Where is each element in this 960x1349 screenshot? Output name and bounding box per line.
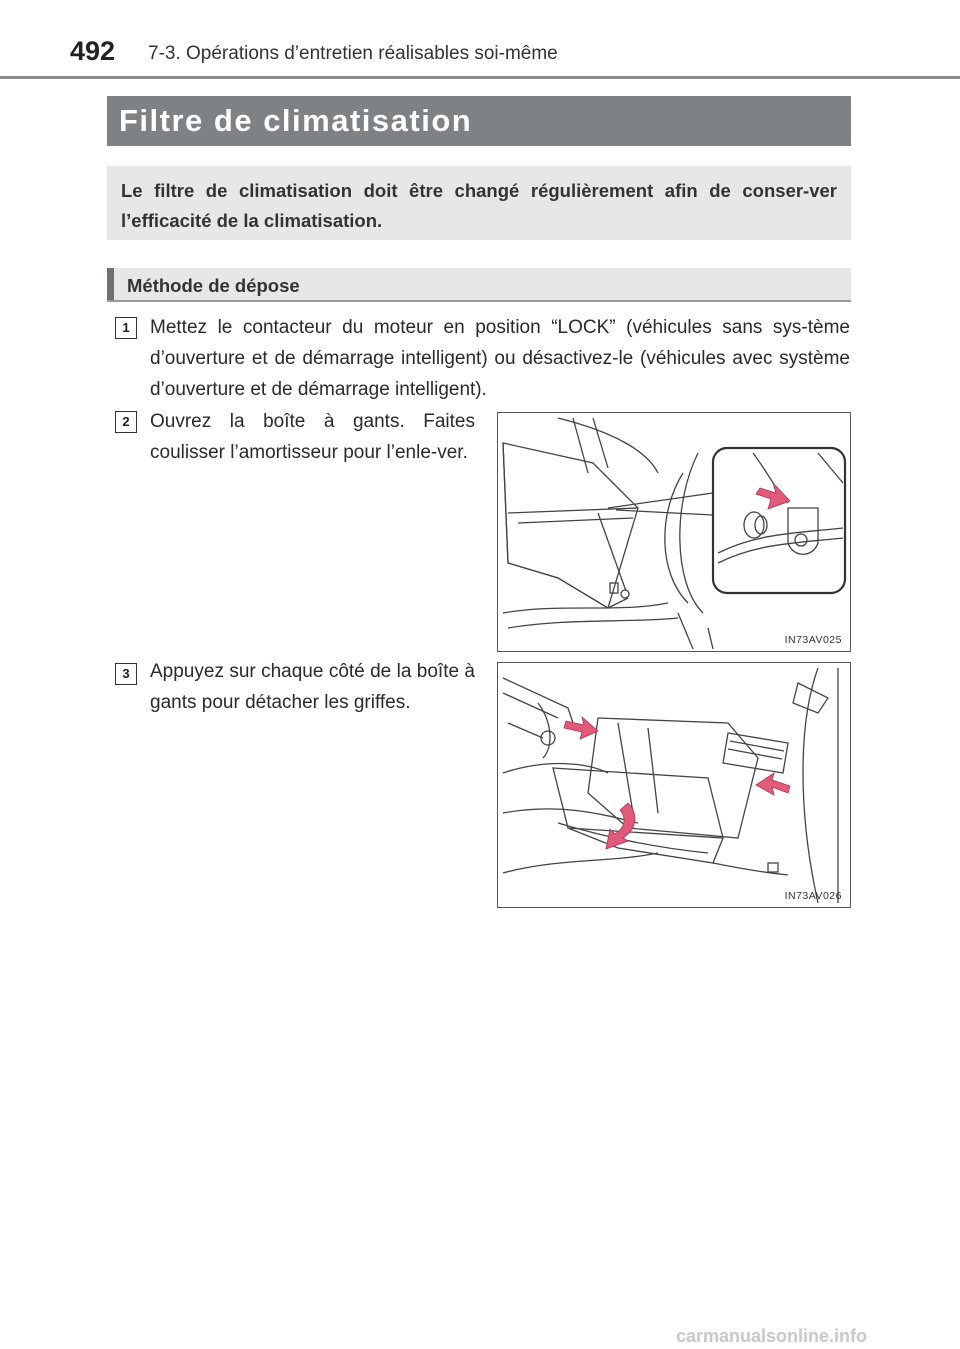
step-2-badge: 2 (115, 411, 137, 433)
intro-box (107, 166, 851, 240)
watermark: carmanualsonline.info (676, 1326, 868, 1346)
step-3-badge: 3 (115, 663, 137, 685)
running-header: 7-3. Opérations d’entretien réalisables soi-même (148, 43, 558, 64)
claws-drawing (498, 663, 849, 906)
step-1-badge: 1 (115, 317, 137, 339)
figure-code-step-3: IN73AV026 (784, 890, 842, 902)
step-2-text: Ouvrez la boîte à gants. Faites coulisser l’amortisseur pour l’enle-ver. (150, 411, 475, 463)
figure-code-step-2: IN73AV025 (784, 634, 842, 646)
page-title: Filtre de climatisation (119, 103, 473, 138)
step-1-text: Mettez le contacteur du moteur en position “LOCK” (véhicules sans sys-tème d’ouverture et de démarrage intelligent) ou désactivez-le (véhicules avec système d’ouverture et de démarrage intelligent). (150, 317, 850, 400)
header-rule (0, 76, 960, 79)
title-bar (107, 96, 851, 146)
step-3-text: Appuyez sur chaque côté de la boîte à gants pour détacher les griffes. (150, 661, 475, 713)
section-heading: Méthode de dépose (127, 275, 300, 296)
page-number: 492 (70, 36, 116, 66)
intro-text: Le filtre de climatisation doit être changé régulièrement afin de conser-ver l’efficacité de la climatisation. (121, 180, 837, 231)
section-header (107, 268, 851, 302)
damper-drawing (498, 413, 849, 650)
illustration-glovebox-damper (497, 412, 851, 652)
section-accent (107, 268, 114, 300)
illustration-glovebox-claws (497, 662, 851, 908)
